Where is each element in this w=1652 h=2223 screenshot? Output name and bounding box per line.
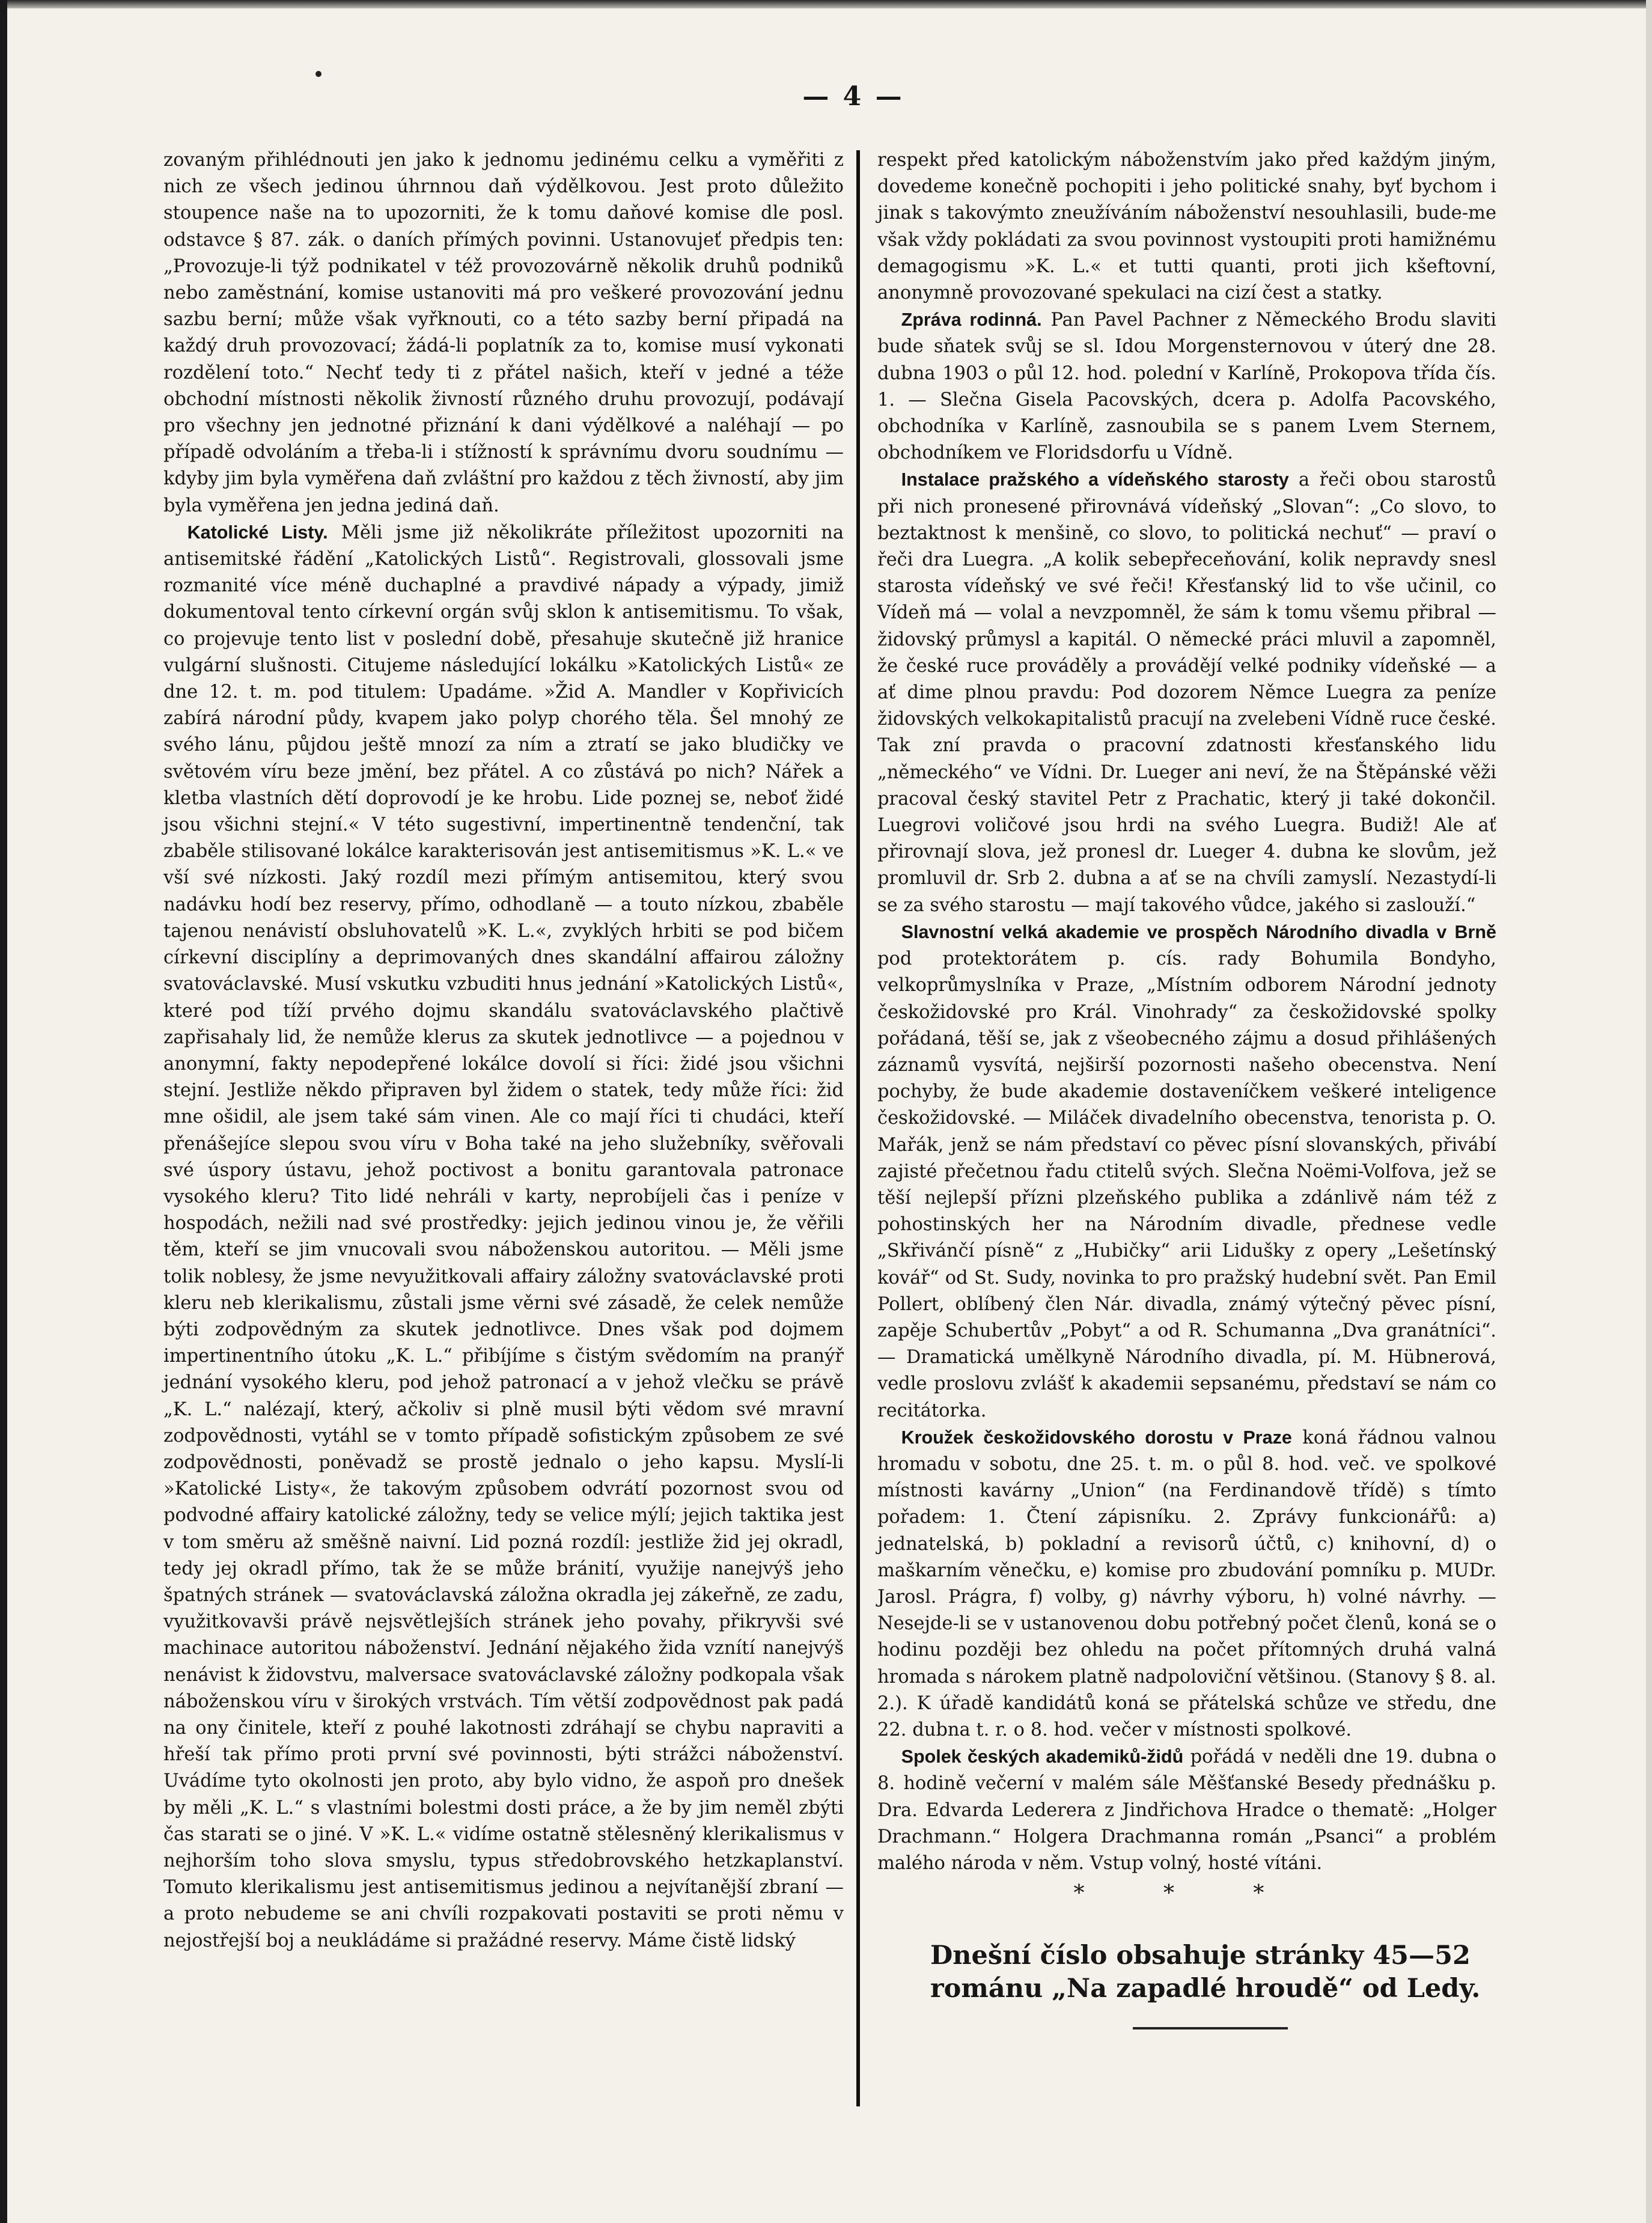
left-column	[163, 147, 844, 1954]
krouzek-article	[877, 1424, 1496, 1743]
tax-article: zovaným přihlédnouti jen jako k jednomu jedinému celku a vyměřiti z nich ze všech jedinou úhrnnou daň výdělkovou. Jest proto důležito stoupence naše na to upozorniti, že k tomu daňové komise dle posl. odstavce § 87. zák. o daních přímých povinni. Ustanovujeť předpis ten: „Provozuje-li týž podnikatel v též provozovárně několik druhů podniků nebo zaměstnání, komise ustanoviti má pro veškeré provozování jednu sazbu berní; může však vyřknouti, co a této sazby berní připadá na každý druh provozovací; žádá-li poplatník za to, komise musí vykonati rozdělení toto.“ Nechť tedy ti z přátel našich, kteří v jedné a téže obchodní místnosti několik živností různého druhu provozují, podávají pro všechny jen jednotné přiznání k dani výdělkové a naléhají — po případě odvoláním a třeba-li i stížností k správnímu dvoru soudnímu — kdyby jim byla vyměřena daň zvláštní pro každou z těch živností, aby jim byla vyměřena jen jedna jediná daň.	[163, 150, 844, 516]
katolicke-listy-body: Měli jsme již několikráte příležitost upozorniti na antisemitské řádění „Katolických Listů“. Registrovali, glossovali jsme rozmanité více méně duchaplné a pravdivé nápady a výpady, jimiž dokumentoval tento církevní orgán svůj sklon k antisemitismu. To však, co projevuje tento list v poslední době, přesahuje skutečně již hranice vulgární slušnosti. Citujeme následující lokálku »Katolických Listů« ze dne 12. t. m. pod titulem: Upadáme. »Žid A. Mandler v Kopřivicích zabírá národní půdy, kvapem jako polyp chorého těla. Šel mnohý ze svého lánu, půjdou ještě mnozí za ním a ztratí se jako bludičky ve světovém víru beze jmění, bez přátel. A co zůstává po nich? Nářek a kletba vlastních dětí doprovodí je ke hrobu. Lide poznej se, neboť židé jsou všichni stejní.« V této sugestivní, impertinentně tendenční, tak zbaběle stilisované lokálce karakterisován jest antisemitismus »K. L.« ve vší své nízkosti. Jaký rozdíl mezi přímým antisemitou, který svou nadávku hodí bez reservy, přímo, odhodlaně — a touto nízkou, zbaběle tajenou nenávistí obsluhovatelů »K. L.«, zvyklých hrbiti se pod bičem církevní disciplíny a deprimovaných dnes skandální affairou záložny svatováclavské. Musí vskutku vzbuditi hnus jednání »Katolických Listů«, které pod tíží prvého dojmu skandálu svatováclavského plačtivě zapřisahaly lid, že nemůže klerus za skutek jednotlivce — a pojednou v anonymní, fakty nepodepřené lokálce dovolí si říci: židé jsou všichni stejní. Jestliže někdo připraven byl židem o statek, tedy může říci: žid mne ošidil, ale jsem také sám vinen. Ale co mají říci ti chudáci, kteří přenášejíce slepou svou víru v Boha také na jeho služebníky, svěřovali své úspory ústavu, jehož poctivost a bonitu garantovala patronace vysokého kleru? Tito lidé nehráli v karty, neprobíjeli čas i peníze v hospodách, nežili nad své prostředky: jejich jedinou vinou je, že věřili těm, kteří se jim vnucovali svou náboženskou autoritou. — Měli jsme tolik noblesy, že jsme nevyužitkovali affairy záložny svatováclavské proti kleru neb klerikalismu, zůstali jsme věrni své zásadě, že celek nemůže býti zodpovědným za skutek jednotlivce. Dnes však pod dojmem impertinentního útoku „K. L.“ přibíjíme s čistým svědomím na pranýř jednání vysokého kleru, pod jehož patronací a v jehož vlečku se právě „K. L.“ nalézají, který, ačkoliv si plně musil býti vědom své mravní zodpovědnosti, vytáhl se v tomto případě sofistickým způsobem ze své zodpovědnosti, poněvadž se prostě jednalo o jeho kapsu. Myslí-li »Katolické Listy«, že takovým způsobem odvrátí pozornost svou od podvodné affairy katolické záložny, tedy se velice mýlí; jejich taktika jest v tom směru až směšně naivní. Lid pozná rozdíl: jestliže žid jej okradl, tedy jej okradl přímo, tak že se může bránití, využije nanejvýš jeho špatných stránek — svatováclavská záložna okradla jej zákeřně, ze zadu, využitkovavši právě nejsvětlejších stránek jeho povahy, přikryvši své machinace autoritou náboženství. Jednání nějakého žida vznítí nanejvýš nenávist k židovstvu, malversace svatováclavské záložny podkopala však náboženskou víru v širokých vrstvách. Tím větší zodpovědnost pak padá na ony činitele, kteří z pouhé lakotnosti zdráhají se chybu napraviti a hřeší tak přímo proti první své povinnosti, býti strážci náboženství. Uvádíme tyto okolnosti jen proto, aby bylo vidno, že aspoň pro dnešek by měli „K. L.“ s vlastními bolestmi dosti práce, a že by jim neměl zbýti čas starati se o jiné. V »K. L.« vidíme ostatně stělesněný klerikalismus v nejhorším toho slova smyslu, typus středobrovského hetzkaplanství. Tomuto klerikalismu jest antisemitismus jedinou a nejvítanější zbraní — a proto nebudeme se ani chvíli rozpakovati postaviti se proti němu v nejostřejší boj a neukládáme si pražádné reservy. Máme čistě lidský	[163, 522, 844, 1951]
closing-rule	[1133, 2027, 1288, 2029]
instalace-body: a řeči obou starostů při nich pronesené přirovnává vídeňský „Slovan“: „Co slovo, to beztaktnost k menšině, co slovo, to politická nechuť“ — praví o řeči dra Luegra. „A kolik sebepřeceňování, kolik nepravdy snesl starosta vídeňský ve své řeči! Křesťanský lid to vše učinil, co Vídeň má — volal a nevzpomněl, že sám k tomu všemu přibral — židovský průmysl a kapitál. O německé práci mluvil a zapomněl, že české ruce prováděly a provádějí velké podniky vídeňské — a ať dime plnou pravdu: Pod dozorem Němce Luegra za peníze židovských velkokapitalistů pracují na zvelebeni Vídně ruce české. Tak zní pravda o pracovní zdatnosti křesťanského lidu „německého“ ve Vídni. Dr. Lueger ani neví, že na Štěpánské věži pracoval český stavitel Petr z Prachatic, který ji také dokončil. Luegrovi voličové jsou hrdi na svého Luegra. Budiž! Ale ať přirovnají slova, jež pronesl dr. Lueger 4. dubna ke slovům, jež promluvil dr. Srb 2. dubna a ať se na chvíli zamyslí. Nezastydí-li se za svého starostu — mají takového vůdce, jakého si zaslouží.“	[877, 469, 1496, 916]
ink-dot	[315, 71, 322, 77]
issue-notice: Dnešní číslo obsahuje stránky 45—52 románu „Na zapadlé hroudě“ od Ledy.	[930, 1941, 1481, 2004]
section-stars: * * *	[1073, 1881, 1300, 1906]
zprava-rodinna-article	[877, 306, 1496, 466]
spolek-article	[877, 1743, 1496, 1877]
page-number: — 4 —	[802, 81, 904, 112]
zprava-rodinna-body: Pan Pavel Pachner z Německého Brodu slaviti bude sňatek svůj se sl. Idou Morgensternovou v úterý dne 28. dubna 1903 o půl 12. hod. polední v Karlíně, Prokopova třída čís. 1. — Slečna Gisela Pacovských, dcera p. Adolfa Pacovského, obchodníka v Karlíně, zasnoubila se s panem Lvem Sternem, obchodníkem ve Floridsdorfu u Vídně.	[877, 310, 1496, 464]
column-divider	[856, 150, 860, 2106]
akademie-article	[877, 919, 1496, 1424]
akademie-body: pod protektorátem p. cís. rady Bohumila Bondyho, velkoprůmyslníka v Praze, „Místním odborem Národní jednoty českožidovské pro Král. Vinohrady“ za českožidovské spolky pořádaná, těší se, jak z všeobecného zájmu a dosud přihlášených záznamů vysvítá, nejširší pozornosti našeho obecenstva. Není pochyby, že bude akademie dostaveníčkem veškeré inteligence českožidovské. — Miláček divadelního obecenstva, tenorista p. O. Mařák, jenž se nám představí co pěvec písní slovanských, přivábí zajisté přečetnou řadu ctitelů svých. Slečna Noëmi-Volfova, jež se těší nejlepší přízni plzeňského publika a zdánlivě nám též z pohostinských her na Národním divadle, přednese vedle „Skřivánčí písně“ z „Hubičky“ arii Lidušky z opery „Lešetínský kovář“ od St. Sudy, novinka to pro pražský hudební svět. Pan Emil Pollert, oblíbený člen Nár. divadla, známý výtečný pěvec písní, zapěje Schubertův „Pobyt“ a od R. Schumanna „Dva granátníci“. — Dramatická umělkyně Národního divadla, pí. M. Hübnerová, vedle proslovu zvlášť k akademii sepsanému, představí se nám co recitátorka.	[877, 948, 1496, 1421]
respekt-continuation: respekt před katolickým náboženstvím jako před každým jiným, dovedeme konečně pochopiti i jeho politické snahy, byť bychom i jinak s takovýmto zneužíváním náboženství nesouhlasili, bude-me však vždy pokládati za svou povinnost vystoupiti proti hamižnému demagogismu »K. L.« et tutti quanti, proti jich kšeftovní, anonymně provozované spekulaci na cizí čest a statky.	[877, 150, 1496, 304]
instalace-heading: Instalace pražského a vídeňského starosty	[901, 469, 1289, 490]
instalace-article	[877, 466, 1496, 918]
right-column	[877, 147, 1496, 2029]
akademie-heading: Slavnostní velká akademie ve prospěch Národního divadla v Brně	[901, 921, 1496, 942]
scan-left-edge	[0, 0, 7, 2223]
zprava-rodinna-heading: Zpráva rodinná.	[901, 310, 1042, 331]
scan-top-edge	[0, 0, 1652, 8]
spolek-body: pořádá v neděli dne 19. dubna o 8. hodině večerní v malém sále Měšťanské Besedy přednášku p. Dra. Edvarda Lederera z Jindřichova Hradce o thematě: „Holger Drachmann.“ Holgera Drachmanna román „Psanci“ a problém malého národa v něm. Vstup volný, hosté vítáni.	[877, 1746, 1496, 1874]
katolicke-listy-article	[163, 519, 844, 1954]
krouzek-heading: Kroužek českožidovského dorostu v Praze	[901, 1427, 1292, 1448]
scan-right-edge	[1646, 0, 1652, 2223]
katolicke-listy-heading: Katolické Listy.	[187, 522, 328, 543]
spolek-heading: Spolek českých akademiků-židů	[901, 1746, 1184, 1767]
krouzek-body: koná řádnou valnou hromadu v sobotu, dne 25. t. m. o půl 8. hod. več. ve spolkové místnosti kavárny „Union“ (na Ferdinandově třídě) s tímto pořadem: 1. Čtení zápisníku. 2. Zprávy funkcionářů: a) jednatelská, b) pokladní a revisorů účtů, c) knihovní, d) o maškarním věnečku, e) komise pro zbudování pomníku p. MUDr. Jarosl. Prágra, f) volby, g) návrhy výboru, h) volné návrhy. — Nesejde-li se v ustanovenou dobu potřebný počet členů, koná se o hodinu později bez ohledu na počet přítomných druhá valná hromada s nárokem platně nadpoloviční většinou. (Stanovy § 8. al. 2.). K úřadě kandidátů koná se přátelská schůze ve středu, dne 22. dubna t. r. o 8. hod. večer v místnosti spolkové.	[877, 1427, 1496, 1740]
